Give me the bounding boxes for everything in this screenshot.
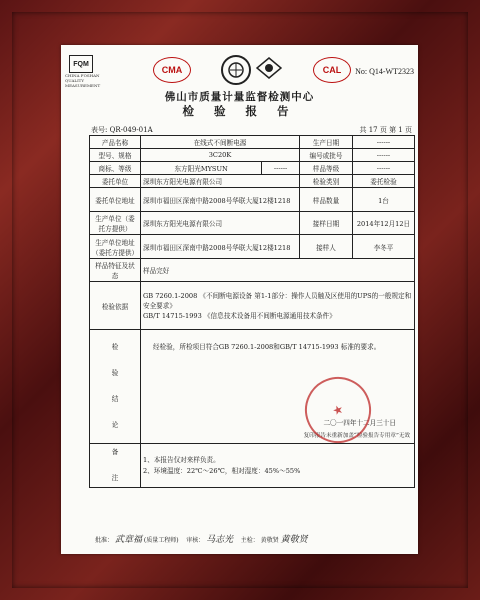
sample-grade-label: 样品等级 (299, 162, 352, 175)
inspector-name: 黄敬贤 (260, 537, 279, 544)
cnas-mark-icon (256, 57, 282, 79)
test-type-label: 检验类别 (299, 175, 352, 188)
reviewer-label: 审核： (186, 537, 205, 544)
receive-date-label: 接样日期 (299, 212, 352, 235)
product-name-value: 在线式不间断电源 (141, 136, 300, 149)
trademark-value: 东方阳光MYSUN (141, 162, 262, 175)
basis-label: 检验依据 (90, 282, 141, 330)
client-label: 委托单位 (90, 175, 141, 188)
sample-qty-value: 1台 (352, 188, 414, 212)
report-number: No: Q14-WT2323 (355, 67, 414, 76)
inspector-signature: 黄敬贤 (280, 535, 308, 545)
production-date-label: 生产日期 (299, 136, 352, 149)
remark-1: 1、本报告仅对来样负责。 (143, 455, 220, 464)
reviewer-signature: 马志光 (206, 535, 234, 545)
client-address-label: 委托单位地址 (90, 188, 141, 212)
conclusion-cell (141, 330, 415, 444)
producer-label: 生产单位（委托方提供） (90, 212, 141, 235)
receiver-value: 李冬平 (352, 235, 414, 259)
approver-signature: 武章福 (114, 535, 142, 545)
report-table (89, 135, 415, 488)
report-paper (61, 45, 418, 554)
seal-star-icon: ★ (330, 401, 346, 419)
organization-name: 佛山市质量计量监督检测中心 (164, 91, 315, 103)
approver-label: 批准： (95, 537, 114, 544)
form-number: 表号: QR-049-01A (91, 126, 153, 134)
remarks-label: 备 注 (90, 444, 141, 488)
remarks-cell (141, 444, 415, 488)
serial-label: 编号或批号 (299, 149, 352, 162)
sample-qty-label: 样品数量 (299, 188, 352, 212)
conclusion-text: 经检验，所检项目符合GB 7260.1-2008和GB/T 14715-1993 标准的要求。 (153, 343, 381, 351)
accreditation-seal-icon (221, 55, 251, 85)
producer-value: 深圳东方阳光电源有限公司 (141, 212, 300, 235)
conclusion-label: 检 验 结 论 (90, 330, 141, 444)
model-value: 3C20K (141, 149, 300, 162)
sample-grade-value: ------ (352, 162, 414, 175)
inspector-label: 主检： (240, 537, 259, 544)
model-label: 型号、规格 (90, 149, 141, 162)
production-date-value: ------ (352, 136, 414, 149)
signature-line (95, 532, 308, 545)
conclusion-date: 二〇一四年十二月三十日 (323, 419, 396, 427)
basis-line-2: GB/T 14715-1993 《信息技术设备用不间断电源通用技术条件》 (143, 311, 336, 320)
approver-title: (质量工程师) (143, 537, 179, 544)
page-info: 共 17 页 第 1 页 (359, 126, 412, 134)
receive-date-value: 2014年12月12日 (352, 212, 414, 235)
sample-state-value: 样品完好 (141, 259, 415, 282)
sample-state-label: 样品特征及状态 (90, 259, 141, 282)
report-title: 检 验 报 告 (182, 104, 297, 118)
basis-line-1: GB 7260.1-2008 《不间断电源设备 第1-1部分：操作人员触及区使用的UPS的一般规定和安全要求》 (143, 291, 412, 310)
grade-value: ------ (262, 162, 300, 175)
client-value: 深圳东方阳光电源有限公司 (141, 175, 300, 188)
fqm-logo: FQM (69, 55, 93, 73)
conclusion-seal-note: 复印报告未重新加盖“检验报告专用章”无效 (303, 433, 410, 439)
receiver-label: 接样人 (299, 235, 352, 259)
serial-value: ------ (352, 149, 414, 162)
cma-logo: CMA (153, 57, 191, 83)
product-name-label: 产品名称 (90, 136, 141, 149)
producer-address-value: 深圳市福田区深南中路2008号华联大厦12楼1218 (141, 235, 300, 259)
fqm-caption: CHINA FOSHAN QUALITY MEASUREMENT (65, 73, 101, 88)
client-address-value: 深圳市福田区深南中路2008号华联大厦12楼1218 (141, 188, 300, 212)
trademark-label: 商标、等级 (90, 162, 141, 175)
test-type-value: 委托检验 (352, 175, 414, 188)
basis-value (141, 282, 415, 330)
remark-2: 2、环境温度：22℃～26℃，相对湿度：45%～55% (143, 466, 301, 475)
cal-logo: CAL (313, 57, 351, 83)
producer-address-label: 生产单位地址（委托方提供） (90, 235, 141, 259)
